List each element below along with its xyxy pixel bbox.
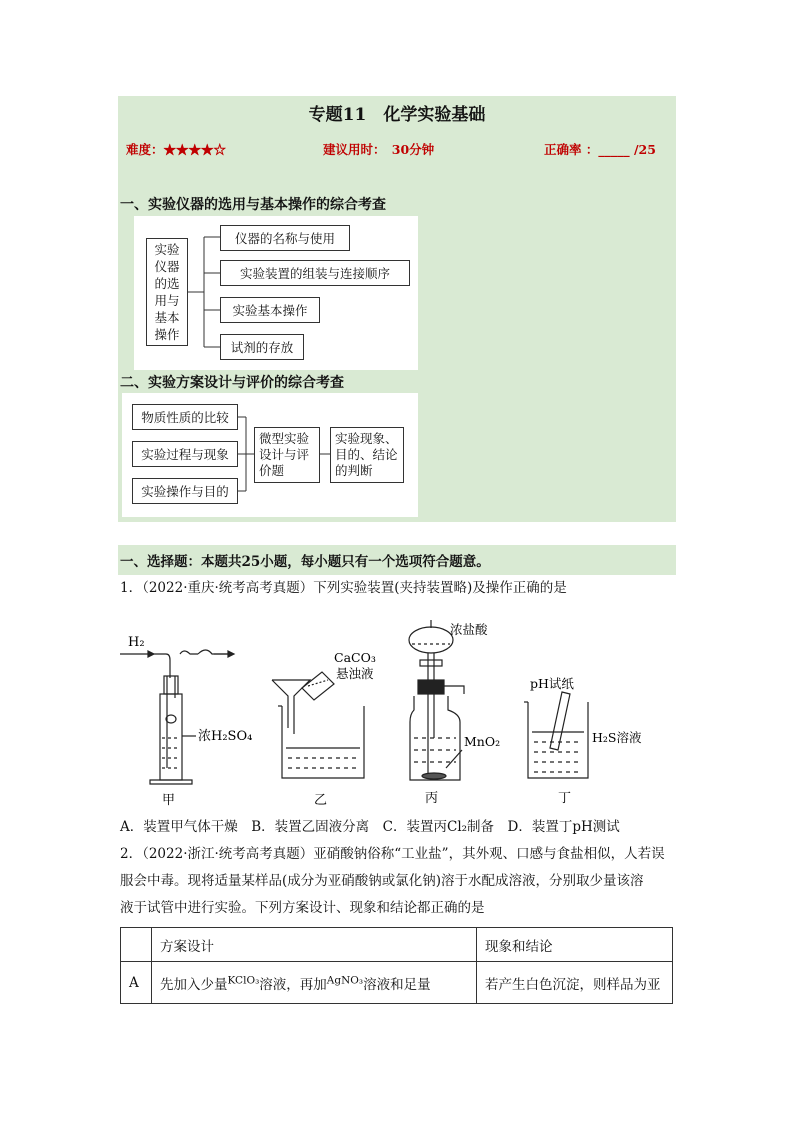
section1-root-box: 实验仪器的选用与基本操作	[146, 238, 188, 346]
section2-left-3: 实验操作与目的	[132, 478, 238, 504]
label-ph-paper: pH试纸	[530, 676, 574, 691]
q1-stem: 1．（2022·重庆·统考高考真题）下列实验装置(夹持装置略)及操作正确的是	[120, 580, 567, 596]
section2-middle-box: 微型实验设计与评价题	[254, 427, 320, 483]
q2-stem-line2: 服会中毒。现将适量某样品(成分为亚硝酸钠或氯化钠)溶于水配成溶液，分别取少量该溶	[120, 873, 644, 889]
section1-heading: 一、实验仪器的选用与基本操作的综合考查	[120, 197, 386, 213]
section2-heading: 二、实验方案设计与评价的综合考查	[120, 375, 344, 391]
label-mno2: MnO₂	[464, 734, 501, 749]
row-design: 先加入少量$^{KClO_3}$溶液，再加$^{AgNO_3}$溶液和足量	[152, 962, 477, 1004]
label-ding: 丁	[558, 791, 572, 806]
label-bing: 丙	[425, 791, 439, 806]
suggested-time: 建议用时： 30分钟	[323, 142, 435, 157]
row-result: 若产生白色沉淀，则样品为亚	[477, 962, 673, 1004]
q2-stem-line3: 液于试管中进行实验。下列方案设计、现象和结论都正确的是	[120, 900, 485, 916]
label-suspension: 悬浊液	[336, 666, 374, 681]
section2-left-1: 物质性质的比较	[132, 404, 238, 430]
table-header-row	[121, 928, 673, 962]
q1-apparatus-figure	[118, 618, 678, 810]
label-h2s: H₂S溶液	[592, 730, 642, 745]
table-header-design: 方案设计	[152, 928, 477, 962]
table-header-blank	[121, 928, 152, 962]
section1-item-3: 实验基本操作	[220, 297, 320, 323]
part-heading: 一、选择题：本题共25小题，每小题只有一个选项符合题意。	[120, 554, 490, 570]
label-caco3: CaCO₃	[334, 650, 376, 665]
apparatus-ding	[524, 692, 588, 778]
section1-item-2: 实验装置的组装与连接顺序	[220, 260, 410, 286]
section2-left-2: 实验过程与现象	[132, 441, 238, 467]
section1-item-4: 试剂的存放	[220, 334, 304, 360]
q1-options: A．装置甲气体干燥 B．装置乙固液分离 C．装置丙Cl₂制备 D．装置丁pH测试	[120, 819, 620, 835]
table-row	[121, 962, 673, 1004]
table-header-result: 现象和结论	[477, 928, 673, 962]
apparatus-bing	[409, 620, 464, 780]
label-hcl: 浓盐酸	[450, 622, 488, 637]
label-h2so4: 浓H₂SO₄	[198, 729, 253, 744]
row-label: A	[121, 962, 152, 1004]
accuracy: 正确率 ：_____ /25	[544, 142, 656, 157]
difficulty: 难度：★★★★☆	[126, 142, 227, 157]
page-title: 专题11 化学实验基础	[308, 105, 486, 125]
label-yi: 乙	[314, 793, 328, 808]
label-jia: 甲	[162, 793, 176, 808]
q2-stem-line1: 2．（2022·浙江·统考高考真题）亚硝酸钠俗称“工业盐”，其外观、口感与食盐相似，人若误	[120, 846, 665, 862]
apparatus-jia	[120, 650, 234, 784]
section2-right-box: 实验现象、目的、结论的判断	[330, 427, 404, 483]
section1-item-1: 仪器的名称与使用	[220, 225, 350, 251]
q2-table	[120, 927, 673, 1004]
label-h2: H₂	[128, 635, 145, 650]
apparatus-yi	[272, 672, 364, 778]
